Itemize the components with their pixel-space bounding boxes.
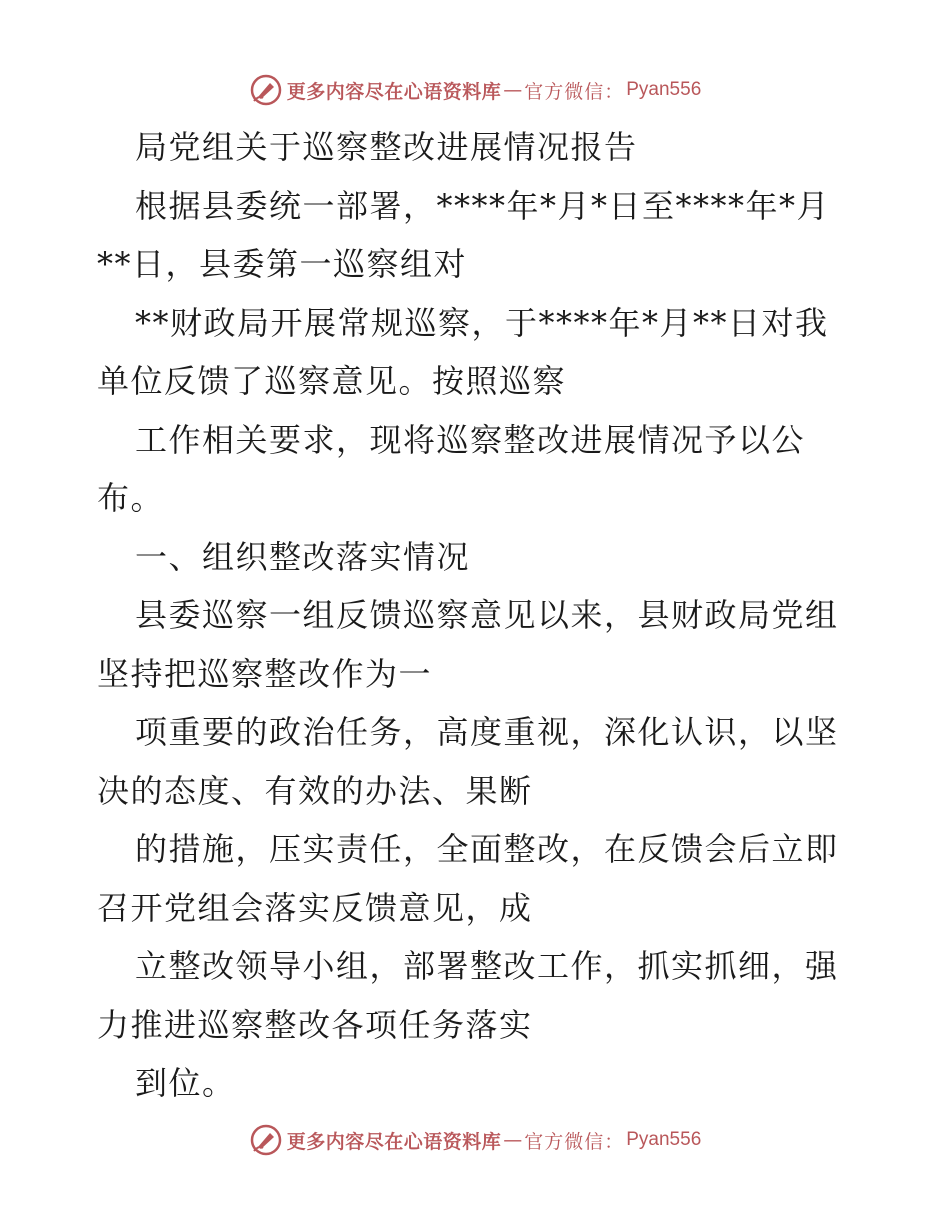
paragraph-line: 县委巡察一组反馈巡察意见以来，县财政局党组 [135, 596, 839, 634]
banner-promo-text: 更多内容尽在心语资料库 [286, 80, 502, 103]
paragraph-line: **财政局开展常规巡察，于****年*月**日对我 [135, 303, 829, 342]
paragraph-line: 立整改领导小组，部署整改工作，抓实抓细，强 [135, 947, 839, 985]
banner-wechat-account: Pyan556 [626, 1129, 702, 1150]
banner-separator: — [503, 79, 523, 101]
banner-wechat-label: 官方微信： [524, 80, 625, 103]
footer-watermark-banner [0, 1120, 950, 1160]
paragraph-line: 工作相关要求，现将巡察整改进展情况予以公 [135, 420, 806, 459]
paragraph-line: 决的态度、有效的办法、果断 [97, 771, 533, 810]
document-body [97, 118, 857, 1113]
banner-promo-text: 更多内容尽在心语资料库 [286, 1130, 502, 1153]
section-heading: 一、组织整改落实情况 [135, 537, 471, 576]
banner-separator: — [503, 1129, 523, 1151]
paragraph-line: 根据县委统一部署，****年*月*日至****年*月 [135, 186, 831, 225]
paragraph-line: 的措施，压实责任，全面整改，在反馈会后立即 [135, 830, 839, 868]
pen-nib-logo-icon [249, 1123, 283, 1157]
banner-wechat-label: 官方微信： [524, 1130, 625, 1153]
header-watermark-banner [0, 70, 950, 110]
paragraph-line: **日，县委第一巡察组对 [97, 245, 468, 283]
pen-nib-logo-icon [249, 73, 283, 107]
paragraph-line: 坚持把巡察整改作为一 [97, 654, 433, 693]
paragraph-line: 项重要的政治任务，高度重视，深化认识，以坚 [135, 713, 839, 751]
banner-wechat-account: Pyan556 [626, 79, 702, 100]
paragraph-line: 到位。 [135, 1064, 236, 1102]
paragraph-line: 布。 [97, 479, 165, 517]
paragraph-line: 单位反馈了巡察意见。按照巡察 [97, 362, 567, 400]
paragraph-line: 召开党组会落实反馈意见，成 [97, 888, 533, 927]
paragraph-line: 力推进巡察整改各项任务落实 [97, 1005, 533, 1044]
document-title: 局党组关于巡察整改进展情况报告 [135, 128, 638, 166]
